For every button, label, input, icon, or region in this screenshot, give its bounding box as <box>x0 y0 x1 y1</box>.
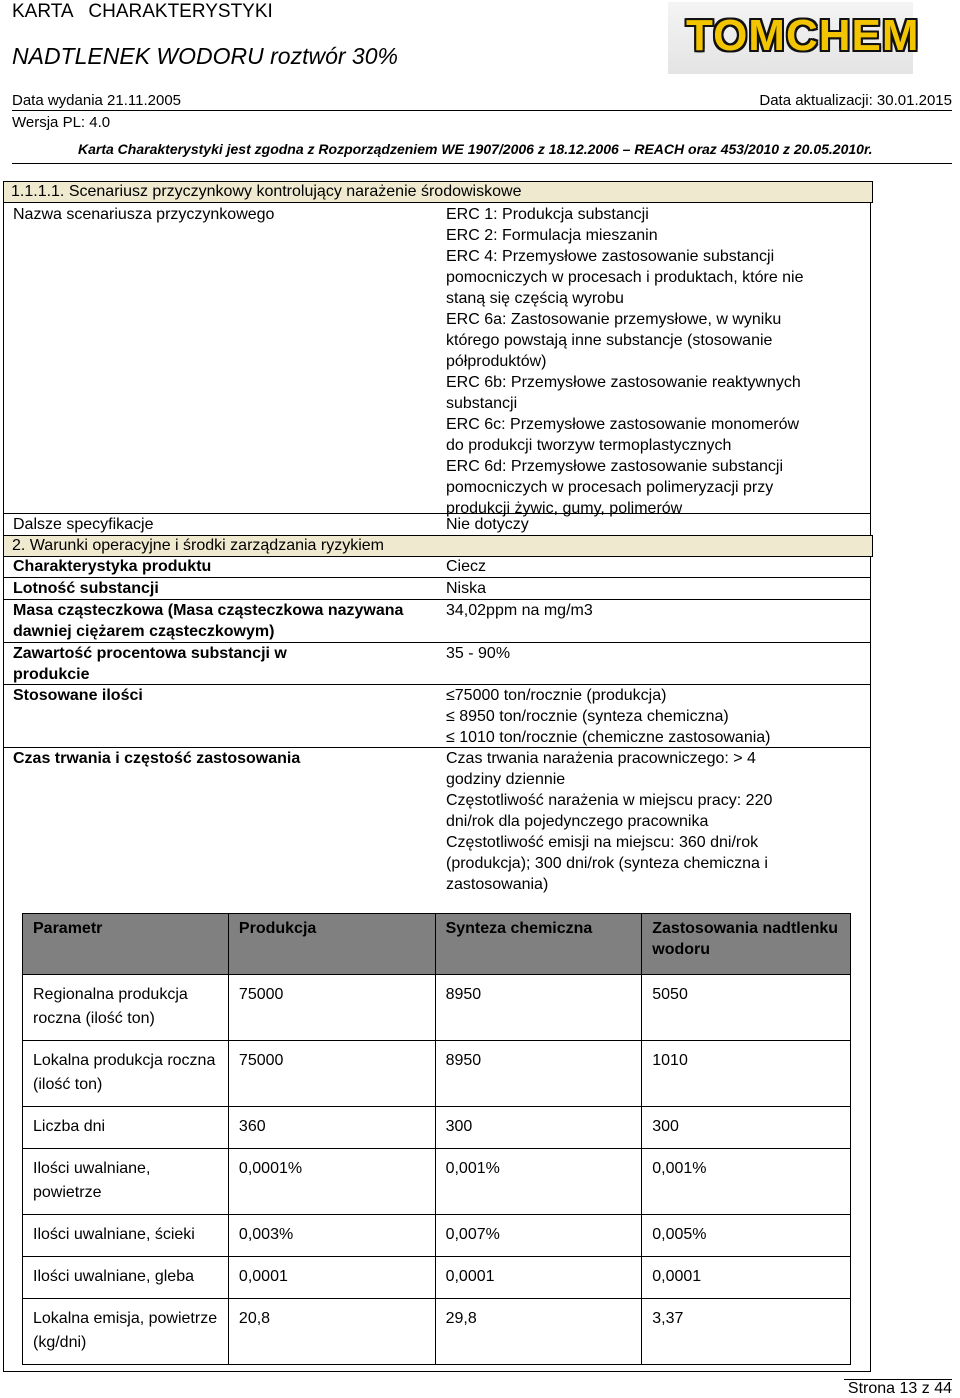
duration-line: Częstotliwość emisji na miejscu: 360 dni/rok <box>446 834 759 851</box>
table-cell: 0,005% <box>642 1215 851 1257</box>
further-spec-label: Dalsze specyfikacje <box>13 516 154 533</box>
table-cell: Liczba dni <box>23 1107 229 1149</box>
table-cell: Lokalna emisja, powietrze (kg/dni) <box>23 1299 229 1365</box>
header-applications: Zastosowania nadtlenku wodoru <box>642 914 851 975</box>
table-cell: Ilości uwalniane, gleba <box>23 1257 229 1299</box>
amount-line: ≤ 1010 ton/rocznie (chemiczne zastosowania) <box>446 729 771 746</box>
duration-line: Częstotliwość narażenia w miejscu pracy: 220 <box>446 792 773 809</box>
document-type-title: KARTA CHARAKTERYSTYKI <box>12 1 273 22</box>
section-2-title: 2. Warunki operacyjne i środki zarządzania ryzykiem <box>12 537 384 554</box>
table-cell: Ilości uwalniane, ścieki <box>23 1215 229 1257</box>
header-production: Produkcja <box>228 914 435 975</box>
table-row <box>23 1215 851 1257</box>
table-cell: 0,007% <box>435 1215 642 1257</box>
erc-line: ERC 6b: Przemysłowe zastosowanie reaktywnych <box>446 374 801 391</box>
erc-line: ERC 6d: Przemysłowe zastosowanie substancji <box>446 458 784 475</box>
issue-date: Data wydania 21.11.2005 <box>12 92 182 109</box>
table-cell: 300 <box>435 1107 642 1149</box>
molecular-mass-value: 34,02ppm na mg/m3 <box>446 602 593 619</box>
erc-line: do produkcji tworzyw termoplastycznych <box>446 437 732 454</box>
erc-line: pomocniczych w procesach i produktach, które nie <box>446 269 804 286</box>
duration-line: (produkcja); 300 dni/rok (synteza chemiczna i <box>446 855 768 872</box>
amounts-label: Stosowane ilości <box>13 687 143 704</box>
table-row <box>23 1107 851 1149</box>
concentration-label: Zawartość procentowa substancji w produkcie <box>13 645 287 683</box>
duration-line: Czas trwania narażenia pracowniczego: > 4 <box>446 750 756 767</box>
concentration-value: 35 - 90% <box>446 645 511 662</box>
table-cell: 20,8 <box>228 1299 435 1365</box>
duration-line: godziny dziennie <box>446 771 566 788</box>
header-parameter: Parametr <box>23 914 229 975</box>
table-cell: 1010 <box>642 1041 851 1107</box>
duration-line: dni/rok dla pojedynczego pracownika <box>446 813 709 830</box>
table-cell: 8950 <box>435 975 642 1041</box>
regulation-divider <box>12 163 952 164</box>
amounts-list <box>446 685 866 748</box>
release-parameters-table <box>22 913 851 1365</box>
table-cell: Regionalna produkcja roczna (ilość ton) <box>23 975 229 1041</box>
duration-label: Czas trwania i częstość zastosowania <box>13 750 301 767</box>
amount-line: ≤ 8950 ton/rocznie (synteza chemiczna) <box>446 708 729 725</box>
table-row <box>23 1257 851 1299</box>
erc-list <box>446 204 866 519</box>
table-cell: 75000 <box>228 975 435 1041</box>
table-cell: 360 <box>228 1107 435 1149</box>
product-characteristic-value: Ciecz <box>446 558 487 575</box>
product-characteristic-label: Charakterystyka produktu <box>13 558 212 575</box>
page-number: Strona 13 z 44 <box>844 1379 952 1398</box>
erc-line: półproduktów) <box>446 353 547 370</box>
erc-line: substancji <box>446 395 518 412</box>
table-cell: 0,0001 <box>435 1257 642 1299</box>
table-cell: Ilości uwalniane, powietrze <box>23 1149 229 1215</box>
erc-line: ERC 1: Produkcja substancji <box>446 206 649 223</box>
volatility-row <box>3 578 871 600</box>
table-row <box>23 1299 851 1365</box>
erc-line: ERC 6c: Przemysłowe zastosowanie monomerów <box>446 416 800 433</box>
regulation-note: Karta Charakterystyki jest zgodna z Rozporządzeniem WE 1907/2006 z 18.12.2006 – REACH oraz 453/2010 z 20.05.2010r. <box>78 141 873 157</box>
company-logo <box>668 2 920 74</box>
section-2-title-bar <box>3 535 873 557</box>
scenario-name-label: Nazwa scenariusza przyczynkowego <box>13 206 275 223</box>
further-spec-row <box>3 514 871 536</box>
erc-line: ERC 2: Formulacja mieszanin <box>446 227 658 244</box>
volatility-label: Lotność substancji <box>13 580 159 597</box>
logo-text: TOMCHEM <box>686 11 920 60</box>
table-cell: 0,001% <box>642 1149 851 1215</box>
table-row <box>23 1149 851 1215</box>
table-cell: 3,37 <box>642 1299 851 1365</box>
duration-list <box>446 748 866 895</box>
table-cell: 75000 <box>228 1041 435 1107</box>
product-characteristic-row <box>3 556 871 578</box>
erc-line: ERC 6a: Zastosowanie przemysłowe, w wyniku <box>446 311 782 328</box>
table-cell: Lokalna produkcja roczna (ilość ton) <box>23 1041 229 1107</box>
erc-line: staną się częścią wyrobu <box>446 290 624 307</box>
erc-line: którego powstają inne substancje (stosowanie <box>446 332 773 349</box>
update-date: Data aktualizacji: 30.01.2015 <box>759 92 952 109</box>
section-1-title-bar <box>3 181 873 203</box>
table-cell: 0,0001% <box>228 1149 435 1215</box>
section-1-title: 1.1.1.1. Scenariusz przyczynkowy kontrolujący narażenie środowiskowe <box>11 183 522 200</box>
header-synthesis: Synteza chemiczna <box>435 914 642 975</box>
table-cell: 0,0001 <box>642 1257 851 1299</box>
table-cell: 0,001% <box>435 1149 642 1215</box>
volatility-value: Niska <box>446 580 487 597</box>
erc-line: ERC 4: Przemysłowe zastosowanie substancji <box>446 248 775 265</box>
molecular-mass-label: Masa cząsteczkowa (Masa cząsteczkowa nazywana dawniej ciężarem cząsteczkowym) <box>13 602 404 640</box>
amount-line: ≤75000 ton/rocznie (produkcja) <box>446 687 667 704</box>
table-cell: 300 <box>642 1107 851 1149</box>
amounts-row <box>3 685 871 748</box>
table-row <box>23 975 851 1041</box>
table-cell: 29,8 <box>435 1299 642 1365</box>
further-spec-value: Nie dotyczy <box>446 516 529 533</box>
erc-line: produkcji żywic, gumy, polimerów <box>446 500 683 517</box>
product-name: NADTLENEK WODORU roztwór 30% <box>12 43 398 69</box>
header-divider <box>12 110 952 111</box>
table-cell: 5050 <box>642 975 851 1041</box>
version: Wersja PL: 4.0 <box>12 114 111 131</box>
table-cell: 0,0001 <box>228 1257 435 1299</box>
molecular-mass-row <box>3 600 871 643</box>
table-header-row <box>23 914 851 975</box>
duration-line: zastosowania) <box>446 876 549 893</box>
scenario-name-row <box>3 202 871 517</box>
duration-row <box>3 748 871 894</box>
table-row <box>23 1041 851 1107</box>
table-cell: 0,003% <box>228 1215 435 1257</box>
concentration-row <box>3 643 871 685</box>
table-cell: 8950 <box>435 1041 642 1107</box>
erc-line: pomocniczych w procesach polimeryzacji przy <box>446 479 774 496</box>
